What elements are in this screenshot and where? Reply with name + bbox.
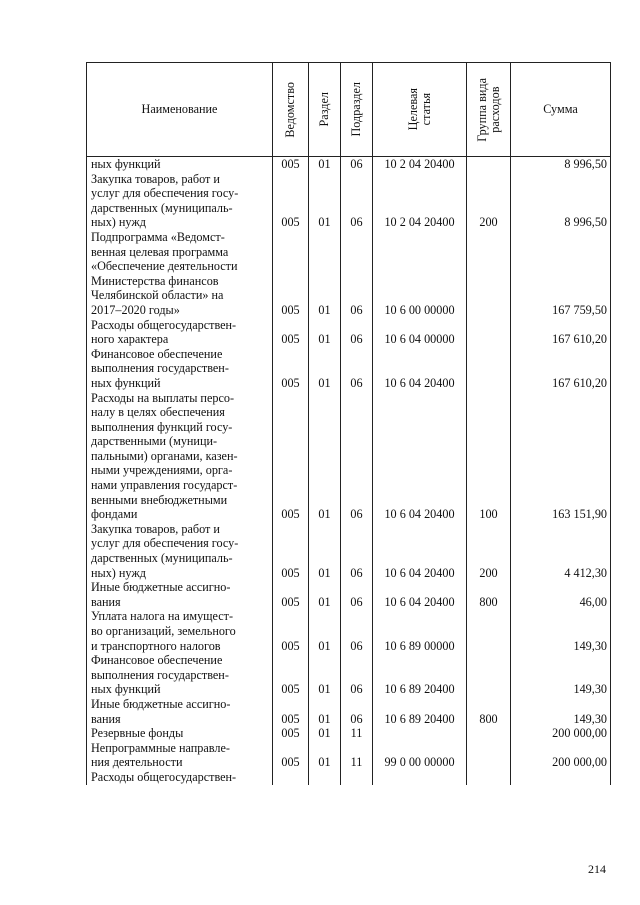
table-row bbox=[87, 522, 611, 580]
row-sum: 46,00 bbox=[511, 580, 611, 609]
row-section bbox=[309, 770, 341, 785]
row-section: 01 bbox=[309, 318, 341, 347]
row-group bbox=[467, 230, 511, 318]
row-dept: 005 bbox=[273, 609, 309, 653]
row-subsection: 06 bbox=[341, 318, 373, 347]
row-target: 10 6 89 20400 bbox=[373, 697, 467, 726]
table-row bbox=[87, 318, 611, 347]
row-subsection: 06 bbox=[341, 347, 373, 391]
row-group: 800 bbox=[467, 580, 511, 609]
row-sum: 4 412,30 bbox=[511, 522, 611, 580]
row-subsection: 06 bbox=[341, 522, 373, 580]
row-section: 01 bbox=[309, 391, 341, 522]
row-dept: 005 bbox=[273, 230, 309, 318]
row-section: 01 bbox=[309, 580, 341, 609]
header-name: Наименование bbox=[87, 63, 273, 157]
table-row bbox=[87, 741, 611, 770]
row-target: 10 6 04 20400 bbox=[373, 347, 467, 391]
row-sum: 149,30 bbox=[511, 653, 611, 697]
row-dept: 005 bbox=[273, 157, 309, 172]
row-sum: 149,30 bbox=[511, 609, 611, 653]
header-dept-cell bbox=[273, 63, 309, 157]
row-name: Расходы общегосударствен- bbox=[87, 770, 273, 785]
row-name: Подпрограмма «Ведомст- венная целевая программа «Обеспечение деятельности Министерства финансов Челябинской области» на 2017–2020 годы» bbox=[87, 230, 273, 318]
row-name: Закупка товаров, работ и услуг для обеспечения госу- дарственных (муниципаль- ных) нужд bbox=[87, 522, 273, 580]
row-section: 01 bbox=[309, 347, 341, 391]
row-group: 200 bbox=[467, 522, 511, 580]
row-dept: 005 bbox=[273, 697, 309, 726]
row-subsection: 06 bbox=[341, 391, 373, 522]
row-section: 01 bbox=[309, 172, 341, 230]
row-target: 10 6 04 20400 bbox=[373, 522, 467, 580]
row-group bbox=[467, 347, 511, 391]
table-row bbox=[87, 726, 611, 741]
row-sum: 167 759,50 bbox=[511, 230, 611, 318]
header-dept: Ведомство bbox=[283, 81, 297, 138]
row-subsection: 11 bbox=[341, 741, 373, 770]
table-row bbox=[87, 697, 611, 726]
row-group: 100 bbox=[467, 391, 511, 522]
row-name: Финансовое обеспечение выполнения государствен- ных функций bbox=[87, 653, 273, 697]
row-sum bbox=[511, 770, 611, 785]
row-name: ных функций bbox=[87, 157, 273, 172]
row-subsection: 06 bbox=[341, 157, 373, 172]
row-target: 10 6 89 00000 bbox=[373, 609, 467, 653]
row-section: 01 bbox=[309, 741, 341, 770]
row-sum: 200 000,00 bbox=[511, 741, 611, 770]
table-row bbox=[87, 770, 611, 785]
header-subsection-cell bbox=[341, 63, 373, 157]
row-dept: 005 bbox=[273, 522, 309, 580]
row-group: 800 bbox=[467, 697, 511, 726]
row-sum: 167 610,20 bbox=[511, 347, 611, 391]
row-dept: 005 bbox=[273, 580, 309, 609]
row-section: 01 bbox=[309, 697, 341, 726]
table-row bbox=[87, 609, 611, 653]
row-target: 10 2 04 20400 bbox=[373, 172, 467, 230]
table-header-row bbox=[87, 63, 611, 157]
row-section: 01 bbox=[309, 726, 341, 741]
row-group: 200 bbox=[467, 172, 511, 230]
row-dept: 005 bbox=[273, 391, 309, 522]
row-subsection: 06 bbox=[341, 172, 373, 230]
row-subsection: 06 bbox=[341, 230, 373, 318]
row-target bbox=[373, 726, 467, 741]
row-section: 01 bbox=[309, 653, 341, 697]
table-row bbox=[87, 172, 611, 230]
row-sum: 8 996,50 bbox=[511, 172, 611, 230]
header-group-cell bbox=[467, 63, 511, 157]
row-sum: 163 151,90 bbox=[511, 391, 611, 522]
page-number: 214 bbox=[588, 862, 606, 876]
row-group bbox=[467, 318, 511, 347]
row-dept: 005 bbox=[273, 318, 309, 347]
row-name: Уплата налога на имущест- во организаций, земельного и транспортного налогов bbox=[87, 609, 273, 653]
row-sum: 8 996,50 bbox=[511, 157, 611, 172]
header-group: Группа вида расходов bbox=[474, 77, 502, 142]
header-section-cell bbox=[309, 63, 341, 157]
row-name: Расходы на выплаты персо- налу в целях обеспечения выполнения функций госу- дарственными (муници- пальными) органами, казен- ными учреждениями, орга- нами управления государст- венными внебюджетными фондами bbox=[87, 391, 273, 522]
budget-table bbox=[86, 62, 611, 785]
header-section: Раздел bbox=[317, 92, 331, 127]
row-target: 10 2 04 20400 bbox=[373, 157, 467, 172]
header-target-cell bbox=[373, 63, 467, 157]
row-subsection: 06 bbox=[341, 653, 373, 697]
table-row bbox=[87, 653, 611, 697]
row-subsection: 06 bbox=[341, 580, 373, 609]
table-row bbox=[87, 391, 611, 522]
row-subsection bbox=[341, 770, 373, 785]
row-name: Закупка товаров, работ и услуг для обеспечения госу- дарственных (муниципаль- ных) нужд bbox=[87, 172, 273, 230]
row-dept: 005 bbox=[273, 172, 309, 230]
row-name: Непрограммные направле- ния деятельности bbox=[87, 741, 273, 770]
row-dept: 005 bbox=[273, 726, 309, 741]
row-dept: 005 bbox=[273, 347, 309, 391]
row-group bbox=[467, 770, 511, 785]
row-section: 01 bbox=[309, 522, 341, 580]
row-sum: 149,30 bbox=[511, 697, 611, 726]
table-row bbox=[87, 580, 611, 609]
row-section: 01 bbox=[309, 230, 341, 318]
row-name: Иные бюджетные ассигно- вания bbox=[87, 580, 273, 609]
row-subsection: 06 bbox=[341, 697, 373, 726]
row-target: 10 6 04 20400 bbox=[373, 580, 467, 609]
row-sum: 167 610,20 bbox=[511, 318, 611, 347]
row-name: Резервные фонды bbox=[87, 726, 273, 741]
row-name: Финансовое обеспечение выполнения государствен- ных функций bbox=[87, 347, 273, 391]
header-sum: Сумма bbox=[511, 63, 611, 157]
row-group bbox=[467, 741, 511, 770]
row-section: 01 bbox=[309, 609, 341, 653]
row-dept: 005 bbox=[273, 741, 309, 770]
row-group bbox=[467, 653, 511, 697]
row-group bbox=[467, 157, 511, 172]
row-subsection: 06 bbox=[341, 609, 373, 653]
table-body bbox=[87, 157, 611, 785]
row-name: Расходы общегосударствен- ного характера bbox=[87, 318, 273, 347]
header-subsection: Подраздел bbox=[349, 82, 363, 137]
row-subsection: 11 bbox=[341, 726, 373, 741]
header-target: Целевая статья bbox=[405, 88, 433, 131]
row-target: 10 6 04 20400 bbox=[373, 391, 467, 522]
row-group bbox=[467, 609, 511, 653]
table-row bbox=[87, 157, 611, 172]
row-group bbox=[467, 726, 511, 741]
row-dept: 005 bbox=[273, 653, 309, 697]
row-dept bbox=[273, 770, 309, 785]
row-target: 10 6 00 00000 bbox=[373, 230, 467, 318]
row-target: 99 0 00 00000 bbox=[373, 741, 467, 770]
table-row bbox=[87, 230, 611, 318]
row-target bbox=[373, 770, 467, 785]
row-target: 10 6 89 20400 bbox=[373, 653, 467, 697]
row-sum: 200 000,00 bbox=[511, 726, 611, 741]
row-section: 01 bbox=[309, 157, 341, 172]
table-row bbox=[87, 347, 611, 391]
row-name: Иные бюджетные ассигно- вания bbox=[87, 697, 273, 726]
row-target: 10 6 04 00000 bbox=[373, 318, 467, 347]
